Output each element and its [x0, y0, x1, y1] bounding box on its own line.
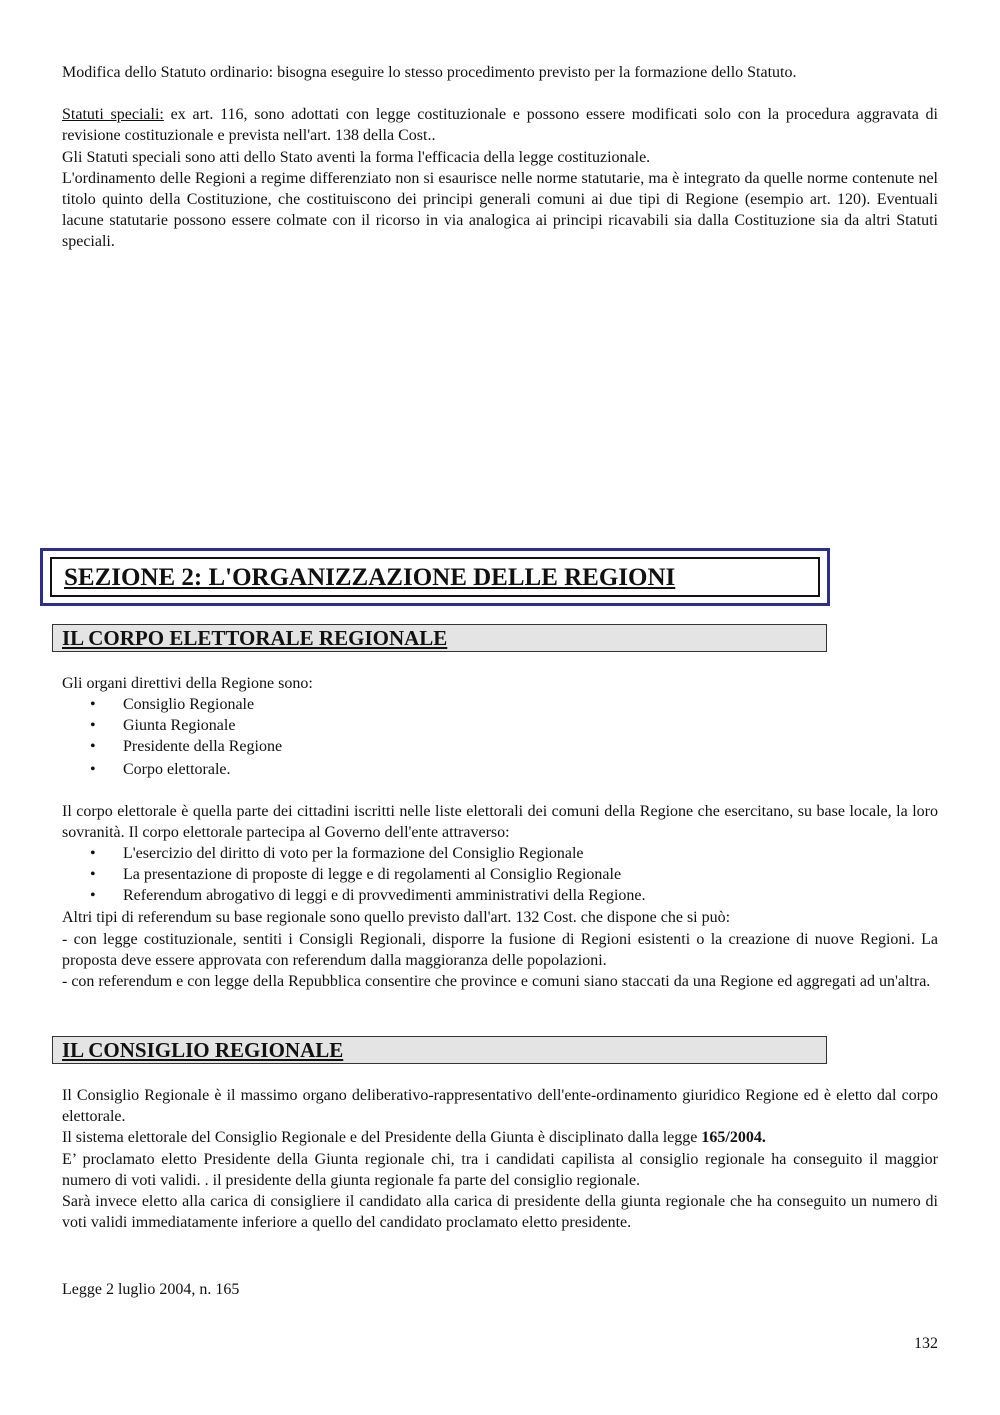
bullet: • — [90, 696, 96, 713]
list-item: • Consiglio Regionale — [90, 696, 255, 713]
corpo-elettorale-heading-box — [52, 624, 827, 652]
statuti-speciali-paragraph — [62, 104, 938, 146]
organi-list — [62, 694, 938, 780]
consiglio-regionale-heading: IL CONSIGLIO REGIONALE — [62, 1038, 344, 1062]
bullet: • — [90, 887, 96, 904]
statuti-speciali-text: ex art. 116, sono adottati con legge costituzionale e possono essere modificati solo con la procedura aggravata di revisione costituzionale e prevista nell'art. 138 della Cost.. — [62, 106, 939, 144]
bullet: • — [90, 866, 96, 883]
gli-statuti-paragraph: Gli Statuti speciali sono atti dello Stato aventi la forma l'efficacia della legge costituzionale. — [62, 149, 651, 166]
consiglio-paragraph-4: Sarà invece eletto alla carica di consigliere il candidato alla carica di presidente della giunta regionale che ha conseguito un numero di voti validi immediatamente inferiore a quello del candidato proclamato eletto presidente. — [62, 1193, 938, 1231]
consiglio-paragraph-3: E’ proclamato eletto Presidente della Giunta regionale chi, tra i candidati capilista al consiglio regionale ha conseguito il maggior numero di voti validi. . il presidente della giunta regionale fa parte del consiglio regionale. — [62, 1151, 938, 1189]
statuti-speciali-label: Statuti speciali: — [62, 106, 164, 123]
section-title: SEZIONE 2: L'ORGANIZZAZIONE DELLE REGIONI — [64, 564, 676, 591]
list-item: • Corpo elettorale. — [90, 761, 231, 778]
distacco-paragraph: - con referendum e con legge della Repubblica consentire che province e comuni siano staccati da una Regione ed aggregati ad un'altra. — [62, 973, 931, 990]
list-item: • Referendum abrogativo di leggi e di provvedimenti amministrativi della Regione. — [90, 887, 646, 904]
altri-referendum-paragraph: Altri tipi di referendum su base regionale sono quello previsto dall'art. 132 Cost. che dispone che si può: — [62, 909, 731, 926]
list-item: • La presentazione di proposte di legge e di regolamenti al Consiglio Regionale — [90, 866, 622, 883]
modifica-paragraph: Modifica dello Statuto ordinario: bisogna eseguire lo stesso procedimento previsto per la formazione dello Statuto. — [62, 64, 797, 81]
legge-reference: Legge 2 luglio 2004, n. 165 — [62, 1281, 240, 1298]
bullet: • — [90, 761, 96, 778]
legge-number: 165/2004. — [701, 1129, 766, 1146]
consiglio-paragraph-2: Il sistema elettorale del Consiglio Regionale e del Presidente della Giunta è disciplinato dalla legge 165/2004. — [62, 1129, 766, 1146]
fusione-paragraph: - con legge costituzionale, sentiti i Consigli Regionali, disporre la fusione di Regioni esistenti o la creazione di nuove Regioni. La proposta deve essere approvata con referendum dalla maggioranza delle popolazioni. — [62, 931, 938, 969]
list-item: • Giunta Regionale — [90, 717, 236, 734]
consiglio-paragraph-1: Il Consiglio Regionale è il massimo organo deliberativo-rappresentativo dell'ente-ordinamento giuridico Regione ed è eletto dal corpo elettorale. — [62, 1087, 938, 1125]
list-item: • Presidente della Regione — [90, 738, 283, 755]
corpo-elettorale-heading: IL CORPO ELETTORALE REGIONALE — [62, 626, 448, 650]
consiglio-regionale-heading-box — [52, 1036, 827, 1064]
bullet: • — [90, 717, 96, 734]
corpo-elettorale-paragraph: Il corpo elettorale è quella parte dei cittadini iscritti nelle liste elettorali dei comuni della Regione che esercitano, su base locale, la loro sovranità. Il corpo elettorale partecipa al Governo dell'ente attraverso: — [62, 803, 938, 841]
section-header-box — [50, 557, 820, 597]
ordinamento-paragraph: L'ordinamento delle Regioni a regime differenziato non si esaurisce nelle norme statutarie, ma è integrato da quelle norme contenute nel titolo quinto della Costituzione, che costituiscono dei principi generali comuni ai due tipi di Regione (esempio art. 120). Eventuali lacune statutarie possono essere colmate con il ricorso in via analogica ai principi ricavabili sia dalla Costituzione sia da altri Statuti speciali. — [62, 170, 938, 250]
section-header-frame — [40, 548, 830, 606]
page-number: 132 — [914, 1335, 938, 1352]
bullet: • — [90, 738, 96, 755]
list-item: • L'esercizio del diritto di voto per la formazione del Consiglio Regionale — [90, 845, 584, 862]
bullet: • — [90, 845, 96, 862]
partecipazione-list — [62, 843, 938, 906]
organi-intro: Gli organi direttivi della Regione sono: — [62, 675, 313, 692]
